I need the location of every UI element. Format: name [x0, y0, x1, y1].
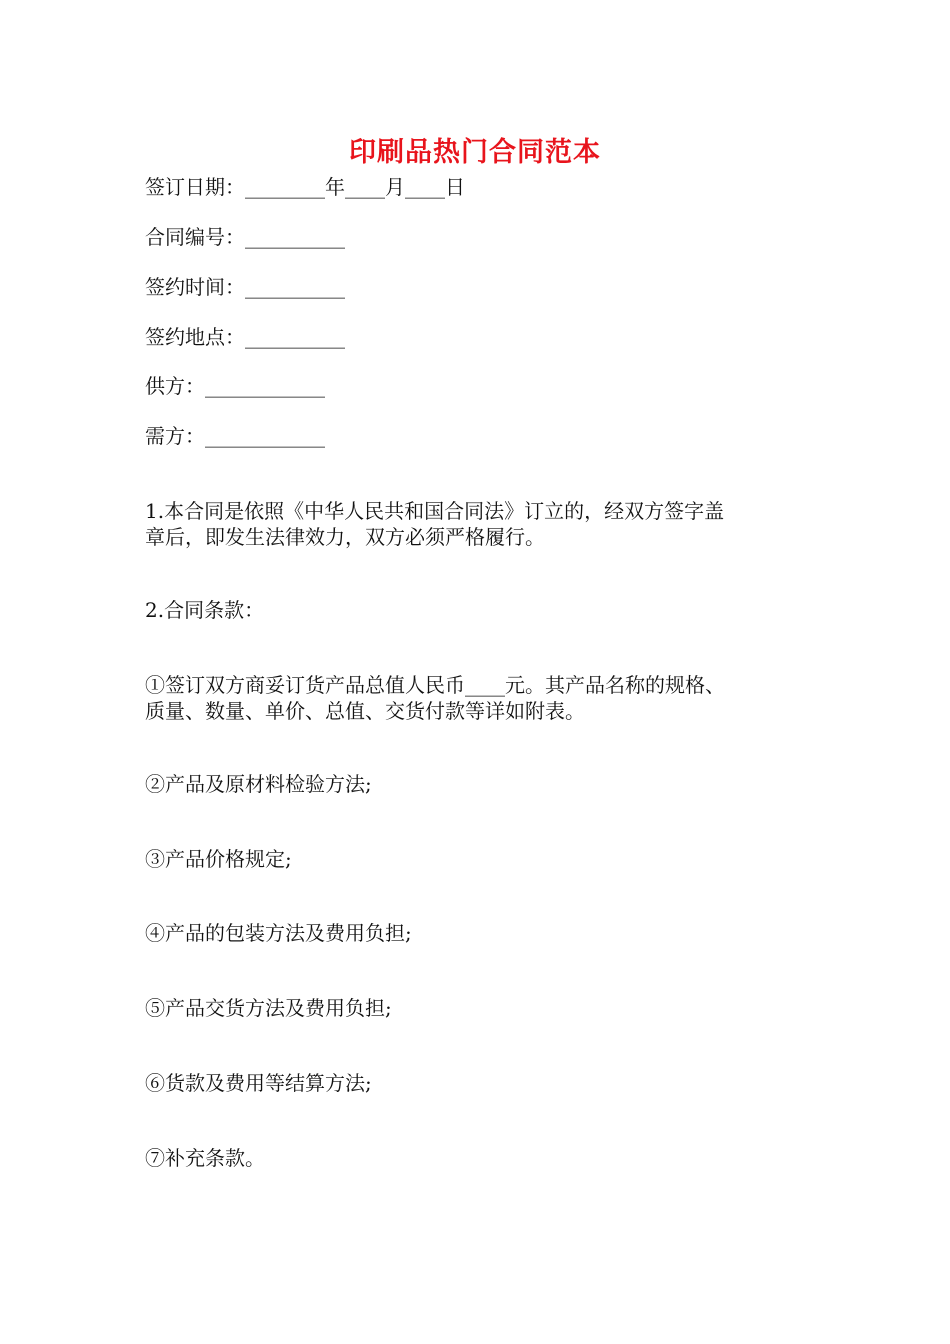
clause-1-paragraph	[145, 498, 810, 550]
item-6: ⑥货款及费用等结算方法;	[145, 1071, 372, 1095]
clause-1-line-2: 章后，即发生法律效力，双方必须严格履行。	[145, 525, 545, 549]
signing-date-field: 签订日期：________年____月____日	[145, 175, 465, 199]
clause-1-line-1: 1.本合同是依照《中华人民共和国合同法》订立的，经双方签字盖	[145, 499, 725, 523]
item-1-line-1: ①签订双方商妥订货产品总值人民币____元。其产品名称的规格、	[145, 673, 725, 697]
item-1-paragraph	[145, 672, 810, 724]
document-title: 印刷品热门合同范本	[349, 137, 601, 168]
item-7: ⑦补充条款。	[145, 1146, 265, 1170]
item-3: ③产品价格规定;	[145, 847, 292, 871]
signing-time-field: 签约时间：__________	[145, 275, 345, 299]
clause-2-heading: 2.合同条款：	[145, 598, 265, 622]
item-1-line-2: 质量、数量、单价、总值、交货付款等详如附表。	[145, 699, 585, 723]
buyer-field: 需方：____________	[145, 424, 325, 448]
item-5: ⑤产品交货方法及费用负担;	[145, 996, 392, 1020]
signing-place-field: 签约地点：__________	[145, 325, 345, 349]
supplier-field: 供方：____________	[145, 374, 325, 398]
item-4: ④产品的包装方法及费用负担;	[145, 921, 412, 945]
contract-number-field: 合同编号：__________	[145, 225, 345, 249]
item-2: ②产品及原材料检验方法;	[145, 772, 372, 796]
